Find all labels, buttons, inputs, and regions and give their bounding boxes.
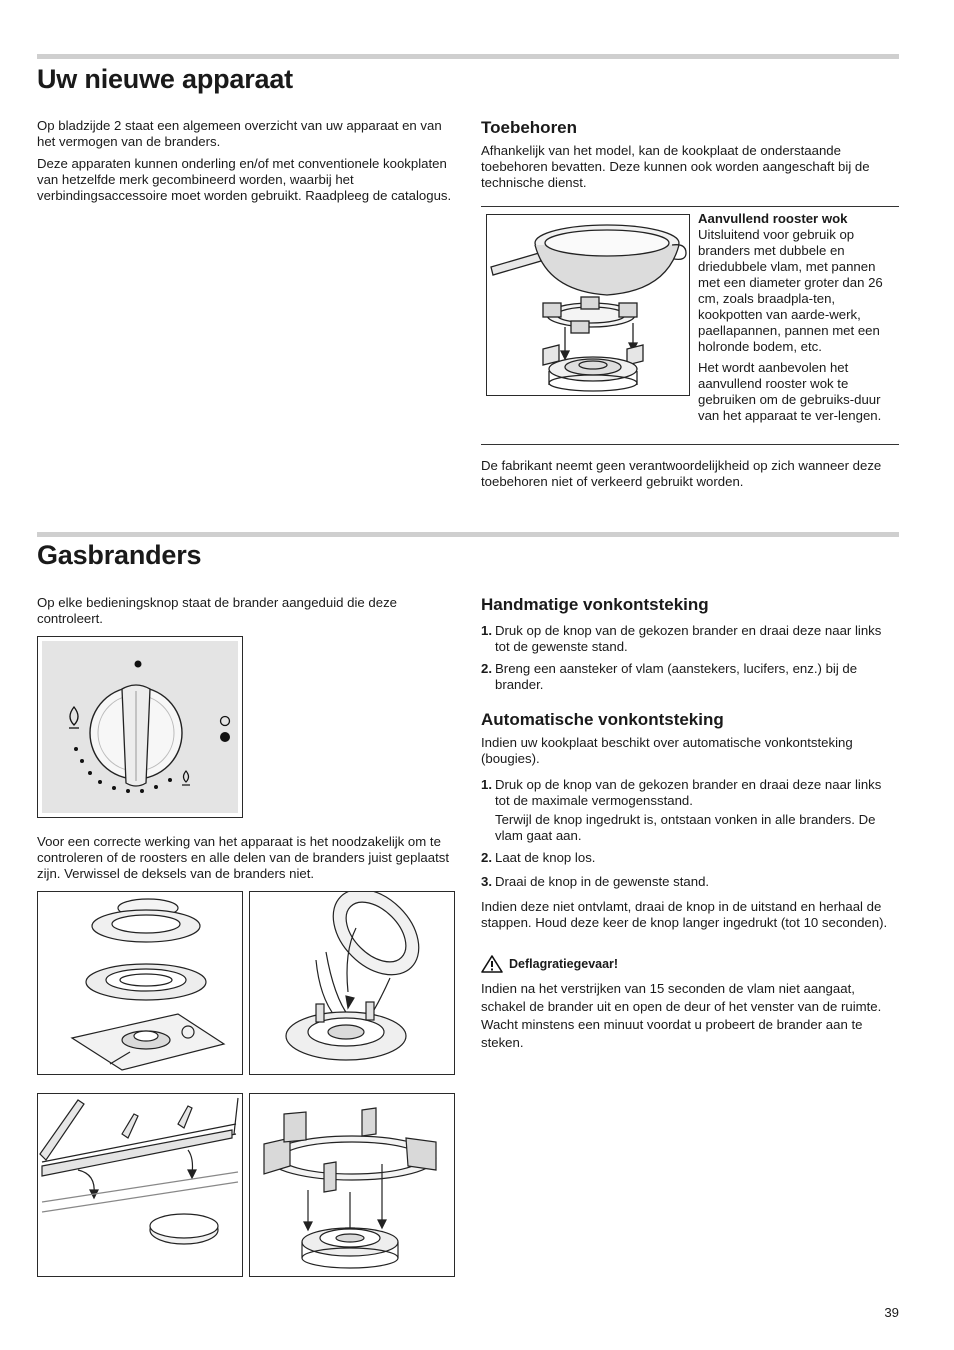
warning-triangle-icon (481, 955, 503, 973)
accessories-heading: Toebehoren (481, 118, 578, 137)
step-text: Draai de knop in de gewenste stand. (495, 874, 710, 889)
retry-text: Indien deze niet ontvlamt, draai de knop in de uitstand en herhaal de stappen. Houd deze keer de knop langer ingedrukt (tot 10 seconden). (481, 899, 888, 930)
accessories-text: Afhankelijk van het model, kan de kookplaat de onderstaande toebehoren bevatten. Deze kunnen ook worden aangeschaft bij de technische dienst. (481, 143, 870, 190)
section-title-new-appliance: Uw nieuwe apparaat (37, 64, 293, 94)
pan-support-placement-figure (37, 1093, 243, 1277)
manual-ignition-heading: Handmatige vonkontsteking (481, 595, 709, 614)
wok-ring-placement-illustration (250, 1094, 454, 1276)
wok-description (698, 211, 899, 355)
automatic-ignition-heading: Automatische vonkontsteking (481, 710, 724, 729)
section-title-gas-burners: Gasbranders (37, 540, 202, 570)
step-text: Breng een aansteker of vlam (aanstekers, lucifers, enz.) bij de brander. (495, 661, 858, 692)
check-parts-text: Voor een correcte werking van het apparaat is het noodzakelijk om te controleren of de roosters en alle delen van de branders juist geplaatst zijn. Verwissel de deksels van de branders niet. (37, 834, 449, 881)
step-number: 3. (481, 874, 492, 889)
burner-parts-figure (37, 891, 243, 1075)
control-knob-illustration (38, 637, 242, 817)
step-text: Druk op de knop van de gekozen brander en draai deze naar links tot de maximale vermogensstand. (495, 777, 882, 808)
step-number: 2. (481, 661, 492, 676)
warning-title: Deflagratiegevaar! (509, 957, 619, 971)
step-text: Druk op de knop van de gekozen brander en draai deze naar links tot de gewenste stand. (495, 623, 882, 654)
table-top-rule (481, 206, 899, 207)
step-number: 1. (481, 623, 492, 638)
wok-ring-illustration (487, 215, 689, 395)
knob-intro-text: Op elke bedieningsknop staat de brander aangeduid die deze controleert. (37, 595, 397, 626)
step-subtext: Terwijl de knop ingedrukt is, ontstaan vonken in alle branders. De vlam gaat aan. (495, 812, 876, 843)
warning-heading (481, 955, 618, 973)
step-text: Laat de knop los. (495, 850, 596, 865)
warning-text: Indien na het verstrijken van 15 seconden de vlam niet aangaat, schakel de brander uit en open de deur of het venster van de ruimte. Wacht minstens een minuut voordat u probeert de brander aan te steken. (481, 981, 882, 1050)
intro-paragraph-2: Deze apparaten kunnen onderling en/of met conventionele kookplaten van hetzelfde merk gecombineerd worden, waarbij het verbindingsaccessoire moet worden gebruikt. Raadpleeg de catalogus. (37, 156, 452, 203)
control-knob-figure (37, 636, 243, 818)
automatic-ignition-intro: Indien uw kookplaat beschikt over automatische vonkontsteking (bougies). (481, 735, 853, 766)
burner-parts-illustration (38, 892, 242, 1074)
step-number: 2. (481, 850, 492, 865)
section-rule (37, 532, 899, 537)
step-number: 1. (481, 777, 492, 792)
accessories-disclaimer: De fabrikant neemt geen verantwoordelijkheid op zich wanneer deze toebehoren niet of verkeerd gebruikt worden. (481, 458, 882, 489)
wok-advice-text: Het wordt aanbevolen het aanvullend rooster wok te gebruiken om de gebruiks-duur van het apparaat te ver-lengen. (698, 360, 882, 423)
page-number: 39 (884, 1305, 899, 1320)
wok-usage-text: Uitsluitend voor gebruik op branders met dubbele en driedubbele vlam, met pannen met een diameter groter dan 26 cm, zoals braadpla-ten, kookpotten van aarde-werk, paellapannen, pannen met een holronde bodem, etc. (698, 227, 883, 354)
burner-assembly-figure (249, 891, 455, 1075)
wok-ring-figure (486, 214, 690, 396)
section-rule (37, 54, 899, 59)
table-bottom-rule (481, 444, 899, 445)
wok-ring-placement-figure (249, 1093, 455, 1277)
pan-support-placement-illustration (38, 1094, 242, 1276)
burner-assembly-illustration (250, 892, 454, 1074)
intro-paragraph-1: Op bladzijde 2 staat een algemeen overzicht van uw apparaat en van het vermogen van de branders. (37, 118, 442, 149)
wok-title: Aanvullend rooster wok (698, 211, 848, 226)
